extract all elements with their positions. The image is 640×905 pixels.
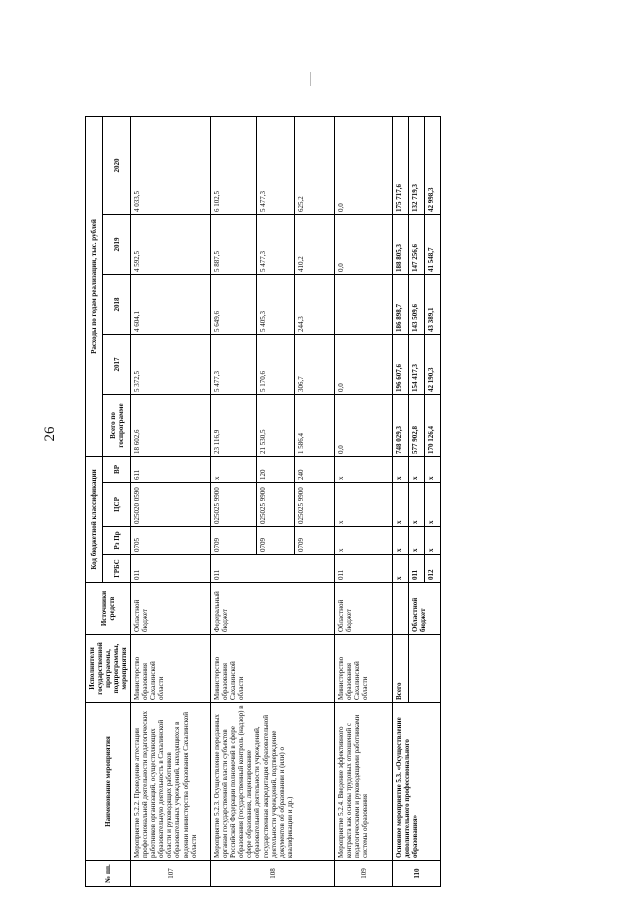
cell-2019: 4 592,5 (131, 214, 211, 274)
cell-grbs: 011 (335, 555, 393, 583)
cell-vr: 240 (295, 456, 335, 482)
col-2018: 2018 (103, 274, 131, 334)
cell-total: 170 126,4 (425, 394, 441, 456)
cell-2020: 42 998,3 (425, 116, 441, 214)
cell-2020: 132 719,3 (409, 116, 425, 214)
cell-grbs: 011 (131, 555, 211, 583)
row-executor-blank (409, 635, 441, 703)
row-executor: Всего (393, 635, 409, 703)
cell-2020: 6 102,5 (211, 116, 257, 214)
table-row (335, 116, 393, 886)
cell-2019: 5 477,3 (257, 214, 295, 274)
cell-total: 23 116,9 (211, 394, 257, 456)
cell-2018: 4 604,1 (131, 274, 211, 334)
cell-2019: 41 548,7 (425, 214, 441, 274)
table-row (393, 116, 409, 886)
cell-2017: 5 170,6 (257, 334, 295, 394)
cell-2020: 4 033,5 (131, 116, 211, 214)
row-executor: Министерство образования Сахалинской области (131, 635, 211, 703)
cell-2018 (335, 274, 393, 334)
row-number: 110 (393, 861, 441, 887)
cell-2019: 0,0 (335, 214, 393, 274)
cell-rzpr: x (335, 527, 393, 555)
cell-csr: x (335, 483, 393, 527)
cell-2017: 306,7 (295, 334, 335, 394)
rotated-table-area (85, 52, 515, 902)
cell-csr: x (425, 483, 441, 527)
cell-grbs: 011 (409, 555, 425, 583)
cell-2019: 147 256,6 (409, 214, 425, 274)
cell-vr: 120 (257, 456, 295, 482)
cell-total: 748 029,3 (393, 394, 409, 456)
row-source: Областной бюджет (335, 583, 393, 635)
cell-rzpr: x (425, 527, 441, 555)
col-executor: Исполнители государственной программы, подпрограммы, мероприятия (86, 635, 131, 703)
cell-2019: 410,2 (295, 214, 335, 274)
cell-2017: 196 607,6 (393, 334, 409, 394)
cell-vr: x (211, 456, 257, 482)
cell-2017: 42 190,3 (425, 334, 441, 394)
col-name: Наименование мероприятия (86, 703, 131, 861)
col-vr: ВР (103, 456, 131, 482)
row-source: Областной бюджет (131, 583, 211, 635)
row-number: 107 (131, 861, 211, 887)
cell-2020: 5 477,3 (257, 116, 295, 214)
cell-vr: x (409, 456, 425, 482)
cell-2018: 244,3 (295, 274, 335, 334)
cell-csr: x (393, 483, 409, 527)
cell-2018: 5 649,6 (211, 274, 257, 334)
col-grbs: ГРБС (103, 555, 131, 583)
cell-2020: 625,2 (295, 116, 335, 214)
col-no: № пп. (86, 861, 131, 887)
cell-vr: x (335, 456, 393, 482)
cell-2020: 175 717,6 (393, 116, 409, 214)
row-source: Областной бюджет (409, 583, 441, 635)
cell-grbs: 012 (425, 555, 441, 583)
col-2017: 2017 (103, 334, 131, 394)
col-total: Всего по госпрограмме (103, 394, 131, 456)
cell-total: 0,0 (335, 394, 393, 456)
cell-rzpr: 0705 (131, 527, 211, 555)
table-row (131, 116, 211, 886)
cell-2018: 5 405,3 (257, 274, 295, 334)
col-csr: ЦСР (103, 483, 131, 527)
row-executor: Министерство образования Сахалинской области (335, 635, 393, 703)
col-expenses: Расходы по годам реализации, тыс. рублей (86, 116, 103, 456)
cell-total: 1 586,4 (295, 394, 335, 456)
cell-2018: 43 389,1 (425, 274, 441, 334)
budget-table (85, 116, 441, 887)
cell-2017: 5 372,5 (131, 334, 211, 394)
cell-2018: 143 509,6 (409, 274, 425, 334)
page-number: 26 (42, 426, 58, 442)
cell-vr: x (393, 456, 409, 482)
cell-grbs: 011 (211, 555, 335, 583)
cell-2017: 5 477,3 (211, 334, 257, 394)
cell-csr: 025025 9900 (295, 483, 335, 527)
cell-grbs: x (393, 555, 409, 583)
row-name: Мероприятие 5.2.3. Осуществление переданных органам государственной власти субъектов Российской Федерации полномочий в сфере образования (государственный контроль (надзор) в сфере образования, лицензирование образовательной деятельности учреждений, государственная аккредитация образовательной деятельности учреждений, подтверждение документов об образовании и (или) о квалификации и др.) (211, 703, 335, 861)
cell-2017: 154 417,3 (409, 334, 425, 394)
row-name: Основное мероприятие 5.3. «Осуществление дополнительного профессионального образования» (393, 703, 441, 861)
row-number: 108 (211, 861, 335, 887)
col-2019: 2019 (103, 214, 131, 274)
cell-rzpr: 0709 (211, 527, 257, 555)
col-source: Источники средств (86, 583, 131, 635)
cell-2020: 0,0 (335, 116, 393, 214)
row-number: 109 (335, 861, 393, 887)
cell-rzpr: x (409, 527, 425, 555)
cell-vr: x (425, 456, 441, 482)
col-2020: 2020 (103, 116, 131, 214)
row-executor: Министерство образования Сахалинской области (211, 635, 335, 703)
cell-vr: 611 (131, 456, 211, 482)
table-row (211, 116, 257, 886)
cell-csr: 025020 0590 (131, 483, 211, 527)
cell-csr: x (409, 483, 425, 527)
cell-total: 18 602,6 (131, 394, 211, 456)
cell-total: 577 902,8 (409, 394, 425, 456)
header-row-1 (86, 116, 103, 886)
budget-table-wrapper (85, 117, 485, 887)
cell-2019: 188 805,3 (393, 214, 409, 274)
cell-rzpr: 0709 (295, 527, 335, 555)
col-rzpr: Рз Пр (103, 527, 131, 555)
cell-2017: 0,0 (335, 334, 393, 394)
cell-2019: 5 887,5 (211, 214, 257, 274)
row-name: Мероприятие 5.2.4. Введение эффективного контракта как основы трудовых отношений с педагогическими и руководящими работниками системы образования (335, 703, 393, 861)
cell-2018: 186 898,7 (393, 274, 409, 334)
cell-rzpr: 0709 (257, 527, 295, 555)
col-bk: Код бюджетной классификации (86, 456, 103, 582)
cell-total: 21 530,5 (257, 394, 295, 456)
row-source: Федеральный бюджет (211, 583, 335, 635)
row-name: Мероприятие 5.2.2. Проведение аттестации профессиональной деятельности педагогических работников организаций, осуществляющих образовательную деятельность в Сахалинской области и руководящих работников образовательных учреждений, находящихся в ведении министерства образования Сахалинской области (131, 703, 211, 861)
cell-csr: 025025 9900 (257, 483, 295, 527)
row-source (393, 583, 409, 635)
cell-rzpr: x (393, 527, 409, 555)
cell-csr: 025025 9900 (211, 483, 257, 527)
